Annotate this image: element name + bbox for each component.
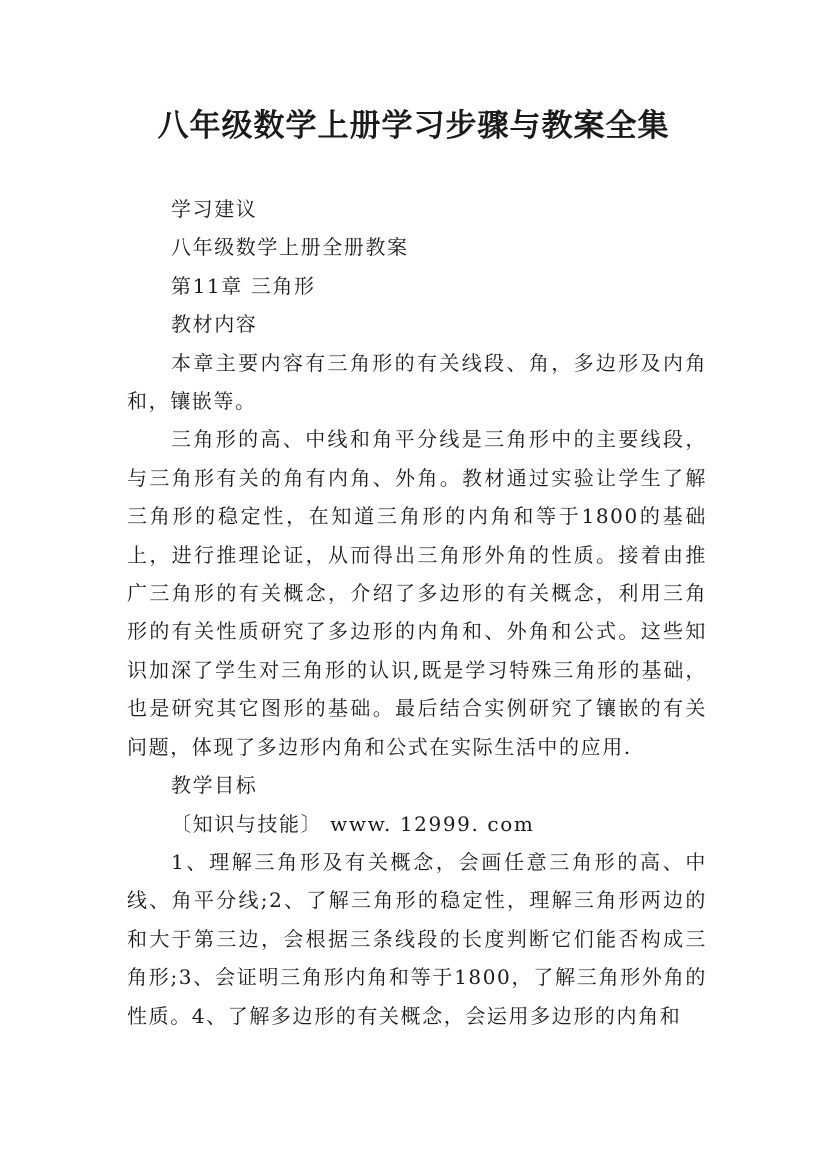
document-body — [127, 190, 707, 1035]
heading-chapter: 第11章 三角形 — [171, 273, 316, 298]
heading-study-advice: 学习建议 — [171, 197, 258, 221]
heading-goals: 教学目标 — [171, 773, 258, 798]
paragraph-overview: 本章主要内容有三角形的有关线段、角，多边形及内角和，镶嵌等。 — [127, 350, 707, 414]
heading-knowledge-skills: 〔知识与技能〕 www. 12999. com — [171, 811, 535, 836]
paragraph-goals-list: 1、理解三角形及有关概念，会画任意三角形的高、中线、角平分线;2、了解三角形的稳定性，理解三角形两边的和大于第三边，会根据三条线段的长度判断它们能否构成三角形;3、会证明三角形内角和等于1800，了解三角形外角的性质。4、了解多边形的有关概念，会运用多边形的内角和 — [127, 849, 707, 1028]
paragraph-description: 三角形的高、中线和角平分线是三角形中的主要线段，与三角形有关的角有内角、外角。教材通过实验让学生了解三角形的稳定性，在知道三角形的内角和等于1800的基础上，进行推理论证，从而得出三角形外角的性质。接着由推广三角形的有关概念，介绍了多边形的有关概念，利用三角形的有关性质研究了多边形的内角和、外角和公式。这些知识加深了学生对三角形的认识,既是学习特殊三角形的基础，也是研究其它图形的基础。最后结合实例研究了镶嵌的有关问题，体现了多边形内角和公式在实际生活中的应用. — [127, 427, 707, 759]
heading-full-book: 八年级数学上册全册教案 — [171, 235, 409, 260]
heading-content: 教材内容 — [171, 312, 258, 337]
document-title: 八年级数学上册学习步骤与教案全集 — [157, 108, 670, 144]
